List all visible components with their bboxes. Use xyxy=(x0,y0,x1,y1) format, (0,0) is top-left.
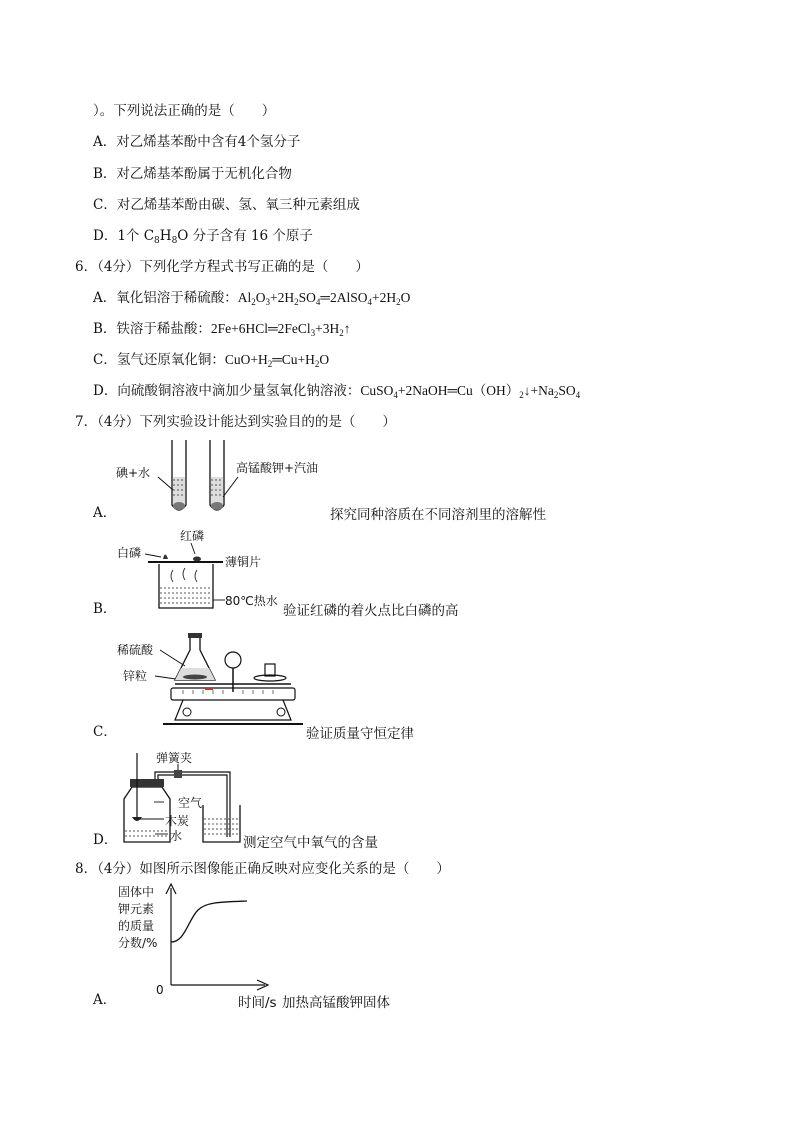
q6-stem: 6．（4分）下列化学方程式书写正确的是（ ） xyxy=(75,259,369,275)
q7-option-b-letter[interactable]: B． xyxy=(93,601,117,617)
balance-base xyxy=(175,700,291,720)
q8-stem: 8．（4分）如图所示图像能正确反映对应变化关系的是（ ） xyxy=(75,861,450,877)
label-water: 水 xyxy=(170,829,183,843)
q7-a-figure xyxy=(110,435,330,520)
beaker xyxy=(159,564,213,608)
label-kmno4-gasoline: 高锰酸钾+汽油 xyxy=(236,461,319,475)
origin-label: 0 xyxy=(156,983,164,997)
ylabel-line-4: 分数/% xyxy=(118,936,158,950)
q7-c-caption: 验证质量守恒定律 xyxy=(306,726,414,742)
q7-b-caption: 验证红磷的着火点比白磷的高 xyxy=(283,603,459,619)
q7-option-d-letter[interactable]: D． xyxy=(93,832,118,848)
q8-option-a-letter[interactable]: A． xyxy=(93,992,117,1008)
label-copper-sheet: 薄铜片 xyxy=(225,555,262,569)
q5-option-b[interactable]: B．对乙烯基苯酚属于无机化合物 xyxy=(93,166,292,182)
label-spring-clip: 弹簧夹 xyxy=(156,751,193,765)
ylabel-line-2: 钾元素 xyxy=(118,902,155,916)
label-iodine-water: 碘+水 xyxy=(116,466,151,480)
label-air: 空气 xyxy=(178,796,203,810)
q5-option-d[interactable]: D．1个 $C_8H_8O$ 分子含有 16 个原子 xyxy=(93,228,313,246)
red-phosphorus-lump xyxy=(193,557,201,562)
q7-d-caption: 测定空气中氧气的含量 xyxy=(243,835,378,851)
label-dilute-acid: 稀硫酸 xyxy=(117,643,154,657)
q8-a-figure xyxy=(110,880,410,1005)
ylabel-line-3: 的质量 xyxy=(118,919,155,933)
white-phosphorus-flame xyxy=(163,555,168,560)
label-white-phosphorus: 白磷 xyxy=(117,546,142,560)
q8-a-caption: 加热高锰酸钾固体 xyxy=(282,995,390,1011)
bottle-stopper xyxy=(130,779,164,787)
q7-option-a-letter[interactable]: A． xyxy=(93,505,117,521)
q6-option-b[interactable]: B．铁溶于稀盐酸：$2Fe+6HCl═2FeCl_3+3H_2↑$ xyxy=(93,321,351,338)
q6-option-a[interactable]: A．氧化铝溶于稀硫酸：$Al_2O_3+2H_2SO_4═2AlSO_4+2H_2O$ xyxy=(93,290,411,307)
q7-a-caption: 探究同种溶质在不同溶剂里的溶解性 xyxy=(330,507,546,523)
label-red-phosphorus: 红磷 xyxy=(180,529,205,543)
q5-option-a[interactable]: A．对乙烯基苯酚中含有4个氢分子 xyxy=(93,134,301,150)
steam-lines xyxy=(171,568,197,582)
q5-option-c[interactable]: C．对乙烯基苯酚由碳、氢、氧三种元素组成 xyxy=(93,197,360,213)
q8-a-xlabel: 时间/s xyxy=(238,995,277,1011)
q6-option-c[interactable]: C．氢气还原氧化铜：$CuO+H_2═Cu+H_2O$ xyxy=(93,352,330,369)
label-hot-water: 80℃热水 xyxy=(225,594,278,608)
q5-stem-tail: ）。下列说法正确的是（ ） xyxy=(93,103,276,119)
q7-stem: 7．（4分）下列实验设计能达到实验目的的是（ ） xyxy=(75,414,396,430)
label-zinc-granules: 锌粒 xyxy=(123,669,148,683)
ylabel-line-1: 固体中 xyxy=(118,885,155,899)
weight xyxy=(265,664,275,676)
spring-clip xyxy=(174,770,182,778)
q6-option-d[interactable]: D．向硫酸铜溶液中滴加少量氢氧化钠溶液：$CuSO_4+2NaOH═Cu(OH)_2↓+Na_2SO_4$ xyxy=(93,383,581,400)
q7-option-c-letter[interactable]: C． xyxy=(93,724,117,740)
label-carbon: 木炭 xyxy=(165,814,190,828)
q7-c-figure xyxy=(113,630,313,740)
balance-pointer-dial xyxy=(225,652,241,668)
series-line-potassium-fraction xyxy=(171,901,247,942)
flask-stopper xyxy=(188,633,202,638)
